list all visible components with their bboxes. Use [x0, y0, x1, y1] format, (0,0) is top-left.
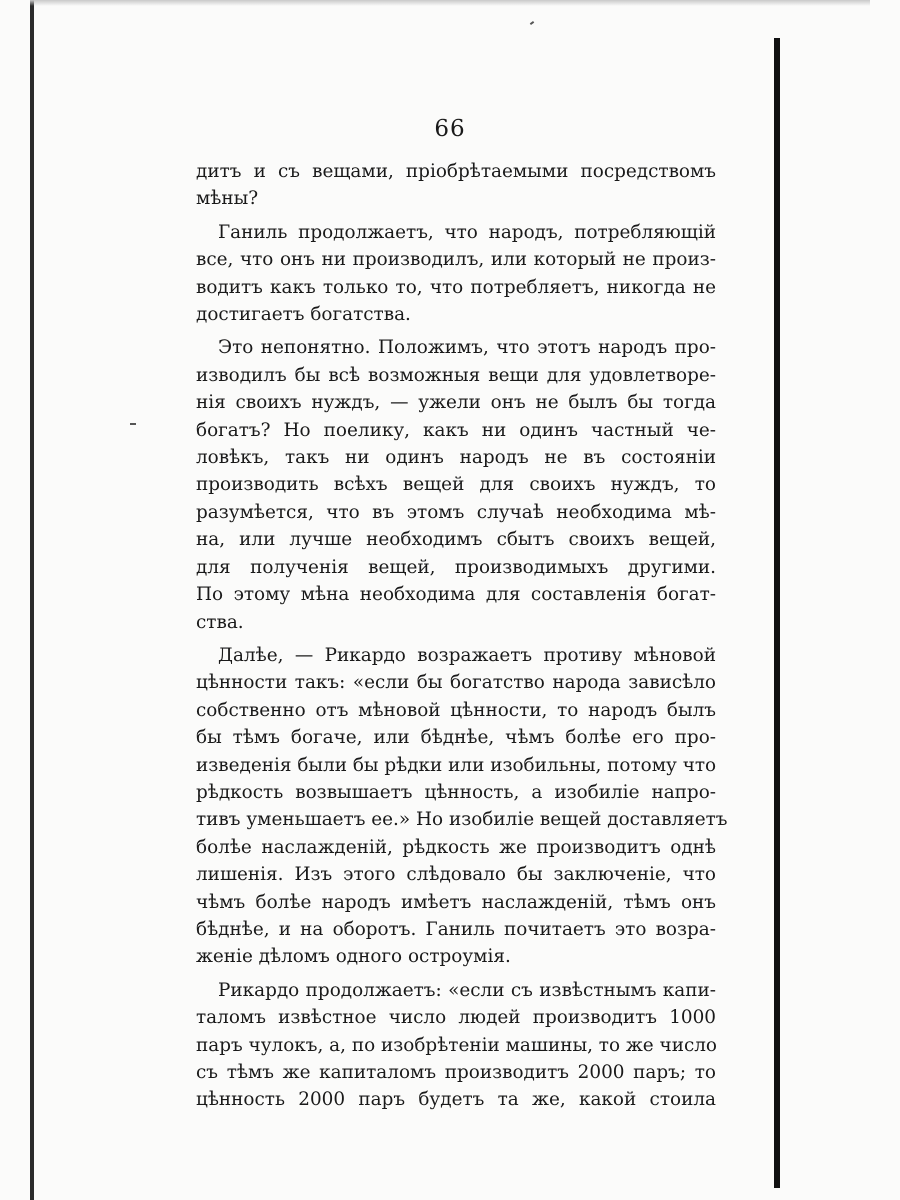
text-line: цѣнность 2000 паръ будетъ та же, какой стоила	[196, 1089, 716, 1111]
text-line: на, или лучше необходимъ сбытъ своихъ вещей,	[196, 529, 716, 551]
paragraph	[196, 334, 716, 635]
text-line: разумѣется, что въ этомъ случаѣ необходима мѣ-	[196, 501, 716, 523]
paragraph	[196, 158, 716, 213]
text-line: для полученія вещей, производимыхъ другими.	[196, 556, 716, 578]
scan-binding-shadow	[30, 0, 34, 1200]
body-text	[196, 158, 728, 1114]
paragraph	[196, 642, 728, 971]
text-line: Далѣе, — Рикардо возражаетъ противу мѣновой	[218, 644, 716, 666]
text-line: мѣны?	[196, 188, 259, 210]
text-line: производить всѣхъ вещей для своихъ нуждъ, то	[196, 474, 716, 496]
text-line: Ганиль продолжаетъ, что народъ, потребляющій	[218, 221, 716, 243]
text-line: нія своихъ нуждъ, — ужели онъ не былъ бы тогда	[196, 392, 716, 414]
text-line: паръ чулокъ, а, по изобрѣтеніи машины, то же число	[196, 1034, 718, 1056]
text-line: изводилъ бы всѣ возможныя вещи для удовлетворе-	[196, 364, 716, 386]
paragraph	[196, 977, 716, 1114]
text-line: цѣнности такъ: «если бы богатство народа зависѣло	[196, 672, 716, 694]
text-line: Рикардо продолжаетъ: «если съ извѣстнымъ капи-	[218, 979, 716, 1001]
text-line: съ тѣмъ же капиталомъ производитъ 2000 паръ; то	[196, 1062, 716, 1083]
text-line: Это непонятно. Положимъ, что этотъ народъ про-	[218, 337, 716, 359]
text-line: таломъ извѣстное число людей производитъ 1000	[196, 1007, 716, 1029]
text-line: бы тѣмъ богаче, или бѣднѣе, чѣмъ болѣе его про-	[196, 727, 716, 749]
text-line: болѣе наслажденій, рѣдкость же производитъ однѣ	[196, 836, 716, 858]
text-line: богатъ? Но поелику, какъ ни одинъ частный че-	[196, 419, 716, 441]
text-line: По этому мѣна необходима для составленія богат-	[196, 584, 716, 606]
text-line: собственно отъ мѣновой цѣнности, то народъ былъ	[196, 699, 716, 721]
text-line: ловѣкъ, такъ ни одинъ народъ не въ состояніи	[196, 447, 716, 469]
text-line: достигаетъ богатства.	[196, 304, 411, 326]
page-number: 66	[434, 116, 466, 142]
scan-top-shadow	[30, 0, 870, 6]
text-line: дитъ и съ вещами, пріобрѣтаемыми посредствомъ	[196, 161, 716, 182]
scan-speck	[130, 423, 136, 425]
text-line: рѣдкость возвышаетъ цѣнность, а изобиліе напро-	[196, 781, 716, 803]
text-line: бѣднѣе, и на оборотъ. Ганиль почитаетъ это возра-	[196, 918, 716, 940]
paragraph	[196, 219, 716, 329]
text-line: все, что онъ ни производилъ, или который не произ-	[196, 249, 716, 271]
text-line: ства.	[196, 611, 244, 633]
text-line: водитъ какъ только то, что потребляетъ, никогда не	[196, 276, 716, 298]
scan-edge-bar	[774, 38, 780, 1188]
text-line: женіе дѣломъ одного остроумія.	[196, 946, 511, 968]
text-line: изведенія были бы рѣдки или изобильны, потому что	[196, 754, 717, 776]
text-line: тивъ уменьшаетъ ее.» Но изобиліе вещей доставляетъ	[196, 809, 728, 831]
text-line: чѣмъ болѣе народъ имѣетъ наслажденій, тѣмъ онъ	[196, 891, 716, 913]
text-line: лишенія. Изъ этого слѣдовало бы заключеніе, что	[196, 864, 716, 886]
